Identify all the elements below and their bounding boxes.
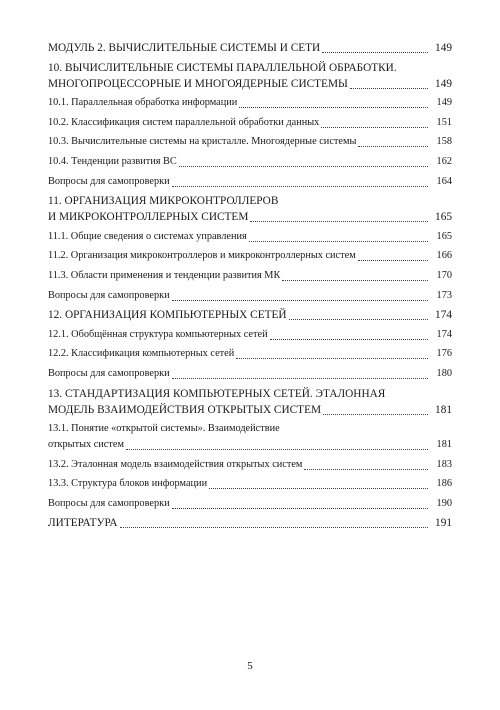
toc-entry-title-line: 13. СТАНДАРТИЗАЦИЯ КОМПЬЮТЕРНЫХ СЕТЕЙ. ЭТАЛОННАЯ bbox=[48, 387, 386, 400]
dot-leader bbox=[323, 413, 428, 415]
toc-entry-title-last-line bbox=[48, 134, 428, 150]
dot-leader bbox=[350, 87, 428, 89]
toc-entry-title-last-line bbox=[48, 437, 428, 453]
toc-entry bbox=[48, 174, 452, 190]
toc-entry-title-line: МНОГОПРОЦЕССОРНЫЕ И МНОГОЯДЕРНЫЕ СИСТЕМЫ bbox=[48, 77, 348, 90]
toc-entry-page: 180 bbox=[436, 367, 452, 379]
toc-entry-title-line: открытых систем bbox=[48, 439, 124, 451]
toc-entry-title-line: 10.3. Вычислительные системы на кристалле. Многоядерные системы bbox=[48, 136, 357, 148]
toc-entry bbox=[48, 134, 452, 150]
toc-entry-title-line: 12. ОРГАНИЗАЦИЯ КОМПЬЮТЕРНЫХ СЕТЕЙ bbox=[48, 309, 287, 322]
toc-entry-title-line: 11.3. Области применения и тенденции развития МК bbox=[48, 269, 281, 281]
toc-entry-page: 151 bbox=[436, 116, 452, 128]
toc-entry-title bbox=[48, 476, 432, 492]
toc-entry-title-line: ЛИТЕРАТУРА bbox=[48, 517, 118, 530]
toc-entry-title bbox=[48, 229, 432, 245]
toc-entry-title-last-line bbox=[48, 327, 428, 343]
dot-leader bbox=[321, 126, 428, 128]
toc-entry-title-last-line bbox=[48, 268, 428, 284]
toc-entry-title-last-line bbox=[48, 402, 428, 418]
toc-entry-page: 183 bbox=[436, 458, 452, 470]
toc-entry-title-line: Вопросы для самопроверки bbox=[48, 497, 170, 509]
toc-entry-page: 186 bbox=[436, 478, 452, 490]
toc-entry-page: 165 bbox=[435, 211, 452, 224]
toc-entry-page: 165 bbox=[436, 230, 452, 242]
toc-entry-title-last-line bbox=[48, 174, 428, 190]
toc-entry-page: 174 bbox=[436, 328, 452, 340]
toc-entry-title-line: 11.2. Организация микроконтроллеров и микроконтроллерных систем bbox=[48, 250, 356, 262]
toc-entry-title-last-line bbox=[48, 229, 428, 245]
toc-entry bbox=[48, 229, 452, 245]
toc-entry-title-line: 10. ВЫЧИСЛИТЕЛЬНЫЕ СИСТЕМЫ ПАРАЛЛЕЛЬНОЙ ОБРАБОТКИ. bbox=[48, 61, 397, 74]
toc-entry-title-line: МОДЕЛЬ ВЗАИМОДЕЙСТВИЯ ОТКРЫТЫХ СИСТЕМ bbox=[48, 403, 322, 416]
toc-entry-title-last-line bbox=[48, 95, 428, 111]
toc-entry-page: 158 bbox=[436, 136, 452, 148]
toc-entry bbox=[48, 154, 452, 170]
toc-entry-title-last-line bbox=[48, 307, 428, 323]
dot-leader bbox=[172, 377, 428, 379]
toc-entry-title bbox=[48, 496, 432, 512]
dot-leader bbox=[172, 299, 428, 301]
toc-entry-page: 170 bbox=[436, 269, 452, 281]
dot-leader bbox=[172, 185, 428, 187]
toc-entry-page: 174 bbox=[435, 309, 452, 322]
toc-entry-title bbox=[48, 115, 432, 131]
toc-entry-page: 173 bbox=[436, 289, 452, 301]
dot-leader bbox=[270, 338, 428, 340]
toc-entry-title-line: МОДУЛЬ 2. ВЫЧИСЛИТЕЛЬНЫЕ СИСТЕМЫ И СЕТИ bbox=[48, 42, 321, 54]
toc-entry-page: 181 bbox=[435, 403, 452, 416]
toc-entry-title-line: 12.2. Классификация компьютерных сетей bbox=[48, 348, 235, 360]
toc-entry bbox=[48, 60, 452, 92]
toc-entry-title-line: Вопросы для самопроверки bbox=[48, 367, 170, 379]
toc-entry bbox=[48, 476, 452, 492]
toc-entry-title bbox=[48, 154, 432, 170]
toc-entry bbox=[48, 95, 452, 111]
toc-entry-page: 190 bbox=[436, 497, 452, 509]
toc-entry-title bbox=[48, 174, 432, 190]
dot-leader bbox=[172, 507, 428, 509]
toc-entry-page: 164 bbox=[436, 175, 452, 187]
toc-entry-title-last-line bbox=[48, 115, 428, 131]
toc-entry bbox=[48, 115, 452, 131]
toc-entry bbox=[48, 268, 452, 284]
dot-leader bbox=[250, 220, 428, 222]
toc-entry-title-last-line bbox=[48, 366, 428, 382]
toc-entry-title-line: Вопросы для самопроверки bbox=[48, 175, 170, 187]
toc-entry-page: 149 bbox=[436, 97, 452, 109]
toc-entry-title-line: Вопросы для самопроверки bbox=[48, 289, 170, 301]
toc-entry-title-line: 10.1. Параллельная обработка информации bbox=[48, 97, 238, 109]
toc-entry-page: 181 bbox=[436, 439, 452, 451]
page-number: 5 bbox=[247, 660, 253, 672]
toc-entry-title-line: 13.3. Структура блоков информации bbox=[48, 478, 208, 490]
toc-entry-title bbox=[48, 40, 432, 56]
toc-entry-title-last-line bbox=[48, 288, 428, 304]
toc-entry bbox=[48, 248, 452, 264]
toc-entry-page: 149 bbox=[435, 42, 452, 54]
toc-entry-title-last-line bbox=[48, 209, 428, 225]
toc-entry-page: 166 bbox=[436, 250, 452, 262]
toc-entry bbox=[48, 386, 452, 418]
toc-entry-title-line: 10.2. Классификация систем параллельной обработки данных bbox=[48, 116, 320, 128]
dot-leader bbox=[304, 468, 428, 470]
toc-entry-title bbox=[48, 386, 432, 418]
dot-leader bbox=[209, 487, 428, 489]
toc-entry-title bbox=[48, 346, 432, 362]
toc-entry-title-last-line bbox=[48, 457, 428, 473]
toc-entry-title bbox=[48, 515, 432, 531]
toc-entry bbox=[48, 346, 452, 362]
toc-entry bbox=[48, 288, 452, 304]
dot-leader bbox=[126, 448, 428, 450]
toc-entry-title-line: 11.1. Общие сведения о системах управления bbox=[48, 230, 247, 242]
toc-entry-title-last-line bbox=[48, 40, 428, 56]
toc-entry bbox=[48, 457, 452, 473]
toc-entry-title bbox=[48, 95, 432, 111]
toc-entry-title bbox=[48, 307, 432, 323]
toc-entry-page: 149 bbox=[435, 77, 452, 90]
toc-entry-title bbox=[48, 366, 432, 382]
toc-entry bbox=[48, 496, 452, 512]
toc-entry-title-last-line bbox=[48, 496, 428, 512]
dot-leader bbox=[282, 279, 428, 281]
toc-entry-title bbox=[48, 193, 432, 225]
toc-entry-title bbox=[48, 327, 432, 343]
toc-entry-title-last-line bbox=[48, 76, 428, 92]
toc-entry bbox=[48, 327, 452, 343]
toc-entry-title-last-line bbox=[48, 346, 428, 362]
dot-leader bbox=[322, 51, 428, 53]
toc-entry-title bbox=[48, 134, 432, 150]
dot-leader bbox=[358, 259, 428, 261]
toc-entry-title-last-line bbox=[48, 476, 428, 492]
toc-entry bbox=[48, 307, 452, 323]
toc-entry-title-line: 13.1. Понятие «открытой системы». Взаимодействие bbox=[48, 423, 280, 435]
dot-leader bbox=[179, 165, 428, 167]
toc-entry-title bbox=[48, 457, 432, 473]
toc-entry bbox=[48, 421, 452, 453]
dot-leader bbox=[358, 145, 428, 147]
toc-entry bbox=[48, 366, 452, 382]
toc-entry bbox=[48, 515, 452, 531]
toc-entry-title-line: И МИКРОКОНТРОЛЛЕРНЫХ СИСТЕМ bbox=[48, 211, 249, 224]
toc-entry-title-last-line bbox=[48, 154, 428, 170]
toc-entry bbox=[48, 40, 452, 56]
dot-leader bbox=[289, 318, 428, 320]
toc-entry-title-line: 13.2. Эталонная модель взаимодействия открытых систем bbox=[48, 458, 303, 470]
toc-entry-title bbox=[48, 248, 432, 264]
dot-leader bbox=[239, 106, 428, 108]
toc-entry bbox=[48, 193, 452, 225]
toc-entry-page: 162 bbox=[436, 155, 452, 167]
table-of-contents bbox=[48, 40, 452, 535]
toc-entry-title-line: 11. ОРГАНИЗАЦИЯ МИКРОКОНТРОЛЛЕРОВ bbox=[48, 195, 279, 208]
toc-entry-title bbox=[48, 60, 432, 92]
toc-entry-title-line: 12.1. Обобщённая структура компьютерных сетей bbox=[48, 328, 268, 340]
dot-leader bbox=[120, 526, 428, 528]
toc-entry-title bbox=[48, 421, 432, 453]
toc-entry-title-last-line bbox=[48, 248, 428, 264]
toc-entry-page: 191 bbox=[435, 517, 452, 530]
toc-entry-title bbox=[48, 268, 432, 284]
dot-leader bbox=[249, 240, 428, 242]
toc-entry-title-line: 10.4. Тенденции развития ВС bbox=[48, 155, 177, 167]
toc-entry-title bbox=[48, 288, 432, 304]
toc-entry-title-last-line bbox=[48, 515, 428, 531]
toc-entry-page: 176 bbox=[436, 348, 452, 360]
dot-leader bbox=[236, 357, 428, 359]
